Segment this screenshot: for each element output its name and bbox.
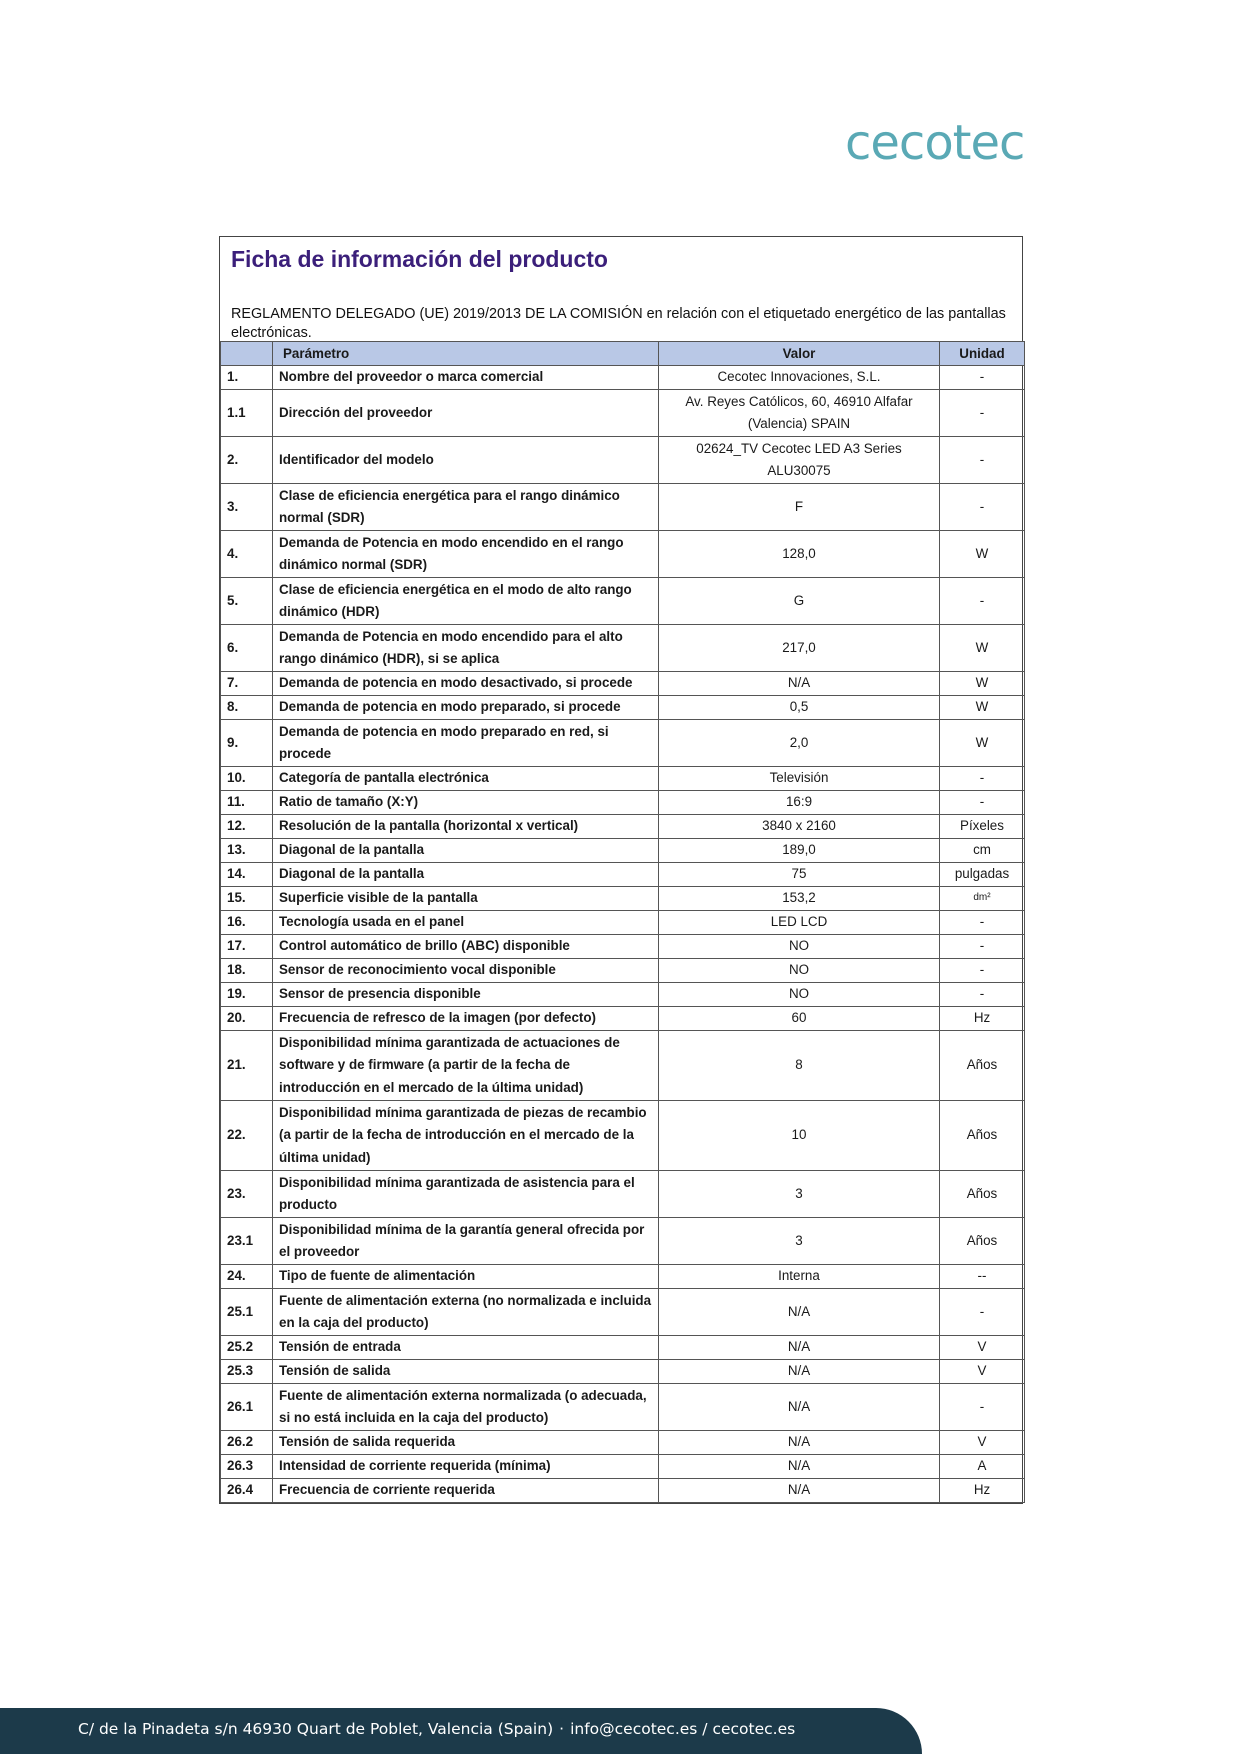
footer-address: C/ de la Pinadeta s/n 46930 Quart de Poblet, Valencia (Spain) — [78, 1720, 554, 1738]
row-unit: - — [940, 935, 1025, 959]
row-parameter: Disponibilidad mínima garantizada de actuaciones de software y de firmware (a partir de la fecha de introducción en el mercado de la última unidad) — [273, 1031, 659, 1101]
row-parameter: Dirección del proveedor — [273, 390, 659, 437]
row-value: Interna — [659, 1265, 940, 1289]
row-value: N/A — [659, 1360, 940, 1384]
row-number: 3. — [221, 484, 273, 531]
table-row — [221, 1031, 1025, 1101]
row-parameter: Disponibilidad mínima garantizada de asistencia para el producto — [273, 1171, 659, 1218]
row-parameter: Demanda de potencia en modo preparado en red, si procede — [273, 720, 659, 767]
table-row — [221, 1455, 1025, 1479]
row-unit: W — [940, 531, 1025, 578]
row-unit: - — [940, 983, 1025, 1007]
logo-text: cecotec — [845, 115, 1025, 171]
row-unit: Píxeles — [940, 815, 1025, 839]
row-value: 2,0 — [659, 720, 940, 767]
regulation-text: REGLAMENTO DELEGADO (UE) 2019/2013 DE LA COMISIÓN en relación con el etiquetado energético de las pantallas electrónicas. — [231, 306, 1006, 341]
row-parameter: Resolución de la pantalla (horizontal x vertical) — [273, 815, 659, 839]
row-value: F — [659, 484, 940, 531]
row-number: 5. — [221, 578, 273, 625]
row-unit: Hz — [940, 1479, 1025, 1503]
row-unit: W — [940, 720, 1025, 767]
table-row — [221, 1360, 1025, 1384]
row-number: 25.2 — [221, 1336, 273, 1360]
row-parameter: Tensión de salida — [273, 1360, 659, 1384]
row-parameter: Tensión de entrada — [273, 1336, 659, 1360]
row-unit: W — [940, 696, 1025, 720]
row-unit: - — [940, 390, 1025, 437]
cecotec-logo — [845, 115, 1075, 171]
row-number: 1. — [221, 366, 273, 390]
header-unit: Unidad — [940, 342, 1025, 366]
row-value: N/A — [659, 1479, 940, 1503]
row-parameter: Superficie visible de la pantalla — [273, 887, 659, 911]
row-parameter: Frecuencia de refresco de la imagen (por defecto) — [273, 1007, 659, 1031]
sheet-header — [220, 237, 1022, 341]
row-number: 22. — [221, 1101, 273, 1171]
row-unit: - — [940, 911, 1025, 935]
footer-contact: info@cecotec.es / cecotec.es — [570, 1720, 796, 1738]
row-parameter: Tecnología usada en el panel — [273, 911, 659, 935]
table-row — [221, 1336, 1025, 1360]
table-row — [221, 863, 1025, 887]
row-value: 189,0 — [659, 839, 940, 863]
row-number: 20. — [221, 1007, 273, 1031]
row-unit: W — [940, 625, 1025, 672]
row-number: 14. — [221, 863, 273, 887]
row-parameter: Demanda de Potencia en modo encendido para el alto rango dinámico (HDR), si se aplica — [273, 625, 659, 672]
table-row — [221, 1101, 1025, 1171]
row-value: N/A — [659, 1431, 940, 1455]
row-unit: pulgadas — [940, 863, 1025, 887]
header-num — [221, 342, 273, 366]
row-number: 11. — [221, 791, 273, 815]
footer-separator: · — [559, 1720, 565, 1738]
row-unit: dm² — [940, 887, 1025, 911]
row-number: 26.3 — [221, 1455, 273, 1479]
table-row — [221, 1431, 1025, 1455]
row-number: 25.3 — [221, 1360, 273, 1384]
row-number: 26.4 — [221, 1479, 273, 1503]
row-number: 19. — [221, 983, 273, 1007]
row-number: 18. — [221, 959, 273, 983]
row-value: N/A — [659, 1455, 940, 1479]
row-unit: Años — [940, 1218, 1025, 1265]
row-number: 26.2 — [221, 1431, 273, 1455]
row-number: 13. — [221, 839, 273, 863]
table-row — [221, 1218, 1025, 1265]
row-number: 9. — [221, 720, 273, 767]
table-row — [221, 791, 1025, 815]
row-number: 12. — [221, 815, 273, 839]
row-parameter: Sensor de reconocimiento vocal disponible — [273, 959, 659, 983]
row-value: 153,2 — [659, 887, 940, 911]
row-value: N/A — [659, 1289, 940, 1336]
table-row — [221, 578, 1025, 625]
row-value: 60 — [659, 1007, 940, 1031]
row-unit: - — [940, 959, 1025, 983]
row-parameter: Fuente de alimentación externa normalizada (o adecuada, si no está incluida en la caja del producto) — [273, 1384, 659, 1431]
row-value: 02624_TV Cecotec LED A3 Series ALU30075 — [659, 437, 940, 484]
table-row — [221, 935, 1025, 959]
table-row — [221, 672, 1025, 696]
table-row — [221, 911, 1025, 935]
table-row — [221, 531, 1025, 578]
table-row — [221, 767, 1025, 791]
row-number: 17. — [221, 935, 273, 959]
table-row — [221, 390, 1025, 437]
row-number: 10. — [221, 767, 273, 791]
row-unit: - — [940, 437, 1025, 484]
table-row — [221, 1171, 1025, 1218]
row-parameter: Disponibilidad mínima garantizada de piezas de recambio (a partir de la fecha de introducción en el mercado de la última unidad) — [273, 1101, 659, 1171]
row-unit: -- — [940, 1265, 1025, 1289]
row-number: 24. — [221, 1265, 273, 1289]
header-param: Parámetro — [273, 342, 659, 366]
footer-bar — [0, 1708, 922, 1754]
row-number: 6. — [221, 625, 273, 672]
row-number: 2. — [221, 437, 273, 484]
row-unit: - — [940, 1384, 1025, 1431]
table-row — [221, 983, 1025, 1007]
row-parameter: Demanda de potencia en modo preparado, si procede — [273, 696, 659, 720]
row-parameter: Demanda de potencia en modo desactivado, si procede — [273, 672, 659, 696]
row-unit: - — [940, 484, 1025, 531]
row-value: Televisión — [659, 767, 940, 791]
row-number: 23.1 — [221, 1218, 273, 1265]
footer-text — [78, 1720, 795, 1738]
row-value: N/A — [659, 1384, 940, 1431]
row-number: 7. — [221, 672, 273, 696]
row-value: 3840 x 2160 — [659, 815, 940, 839]
row-unit: W — [940, 672, 1025, 696]
row-parameter: Tipo de fuente de alimentación — [273, 1265, 659, 1289]
row-value: 75 — [659, 863, 940, 887]
row-parameter: Clase de eficiencia energética para el rango dinámico normal (SDR) — [273, 484, 659, 531]
row-parameter: Nombre del proveedor o marca comercial — [273, 366, 659, 390]
row-parameter: Identificador del modelo — [273, 437, 659, 484]
row-value: 128,0 — [659, 531, 940, 578]
table-row — [221, 1007, 1025, 1031]
row-number: 16. — [221, 911, 273, 935]
table-header-row — [221, 342, 1025, 366]
table-row — [221, 887, 1025, 911]
table-row — [221, 1289, 1025, 1336]
row-value: 8 — [659, 1031, 940, 1101]
table-row — [221, 815, 1025, 839]
row-parameter: Sensor de presencia disponible — [273, 983, 659, 1007]
row-value: LED LCD — [659, 911, 940, 935]
row-number: 8. — [221, 696, 273, 720]
row-value: 10 — [659, 1101, 940, 1171]
row-value: 3 — [659, 1171, 940, 1218]
row-unit: Años — [940, 1031, 1025, 1101]
row-parameter: Control automático de brillo (ABC) disponible — [273, 935, 659, 959]
table-row — [221, 959, 1025, 983]
table-body — [221, 366, 1025, 1503]
row-parameter: Ratio de tamaño (X:Y) — [273, 791, 659, 815]
header-value: Valor — [659, 342, 940, 366]
table-row — [221, 720, 1025, 767]
table-row — [221, 1384, 1025, 1431]
row-value: Av. Reyes Católicos, 60, 46910 Alfafar (Valencia) SPAIN — [659, 390, 940, 437]
row-unit: Años — [940, 1101, 1025, 1171]
row-unit: - — [940, 791, 1025, 815]
row-unit: V — [940, 1360, 1025, 1384]
table-row — [221, 437, 1025, 484]
row-parameter: Diagonal de la pantalla — [273, 863, 659, 887]
row-parameter: Disponibilidad mínima de la garantía general ofrecida por el proveedor — [273, 1218, 659, 1265]
table-row — [221, 625, 1025, 672]
table-row — [221, 839, 1025, 863]
product-info-sheet — [219, 236, 1023, 1504]
row-value: NO — [659, 983, 940, 1007]
table-row — [221, 1479, 1025, 1503]
row-value: NO — [659, 935, 940, 959]
row-number: 1.1 — [221, 390, 273, 437]
row-value: Cecotec Innovaciones, S.L. — [659, 366, 940, 390]
row-number: 25.1 — [221, 1289, 273, 1336]
table-row — [221, 1265, 1025, 1289]
row-number: 21. — [221, 1031, 273, 1101]
row-parameter: Intensidad de corriente requerida (mínima) — [273, 1455, 659, 1479]
row-unit: - — [940, 366, 1025, 390]
row-unit: A — [940, 1455, 1025, 1479]
row-number: 4. — [221, 531, 273, 578]
row-unit: Hz — [940, 1007, 1025, 1031]
row-unit: V — [940, 1336, 1025, 1360]
table-row — [221, 366, 1025, 390]
row-parameter: Clase de eficiencia energética en el modo de alto rango dinámico (HDR) — [273, 578, 659, 625]
row-unit: Años — [940, 1171, 1025, 1218]
row-parameter: Frecuencia de corriente requerida — [273, 1479, 659, 1503]
table-row — [221, 484, 1025, 531]
row-value: G — [659, 578, 940, 625]
row-parameter: Diagonal de la pantalla — [273, 839, 659, 863]
row-value: N/A — [659, 672, 940, 696]
row-value: 0,5 — [659, 696, 940, 720]
row-number: 23. — [221, 1171, 273, 1218]
row-unit: V — [940, 1431, 1025, 1455]
row-unit: - — [940, 767, 1025, 791]
row-unit: - — [940, 578, 1025, 625]
row-value: 3 — [659, 1218, 940, 1265]
row-value: 217,0 — [659, 625, 940, 672]
row-parameter: Fuente de alimentación externa (no normalizada e incluida en la caja del producto) — [273, 1289, 659, 1336]
row-parameter: Demanda de Potencia en modo encendido en el rango dinámico normal (SDR) — [273, 531, 659, 578]
row-value: NO — [659, 959, 940, 983]
row-value: N/A — [659, 1336, 940, 1360]
row-unit: cm — [940, 839, 1025, 863]
sheet-title: Ficha de información del producto — [231, 246, 608, 272]
row-parameter: Categoría de pantalla electrónica — [273, 767, 659, 791]
row-parameter: Tensión de salida requerida — [273, 1431, 659, 1455]
product-info-table — [220, 341, 1025, 1503]
table-row — [221, 696, 1025, 720]
row-number: 26.1 — [221, 1384, 273, 1431]
row-value: 16:9 — [659, 791, 940, 815]
row-unit: - — [940, 1289, 1025, 1336]
row-number: 15. — [221, 887, 273, 911]
